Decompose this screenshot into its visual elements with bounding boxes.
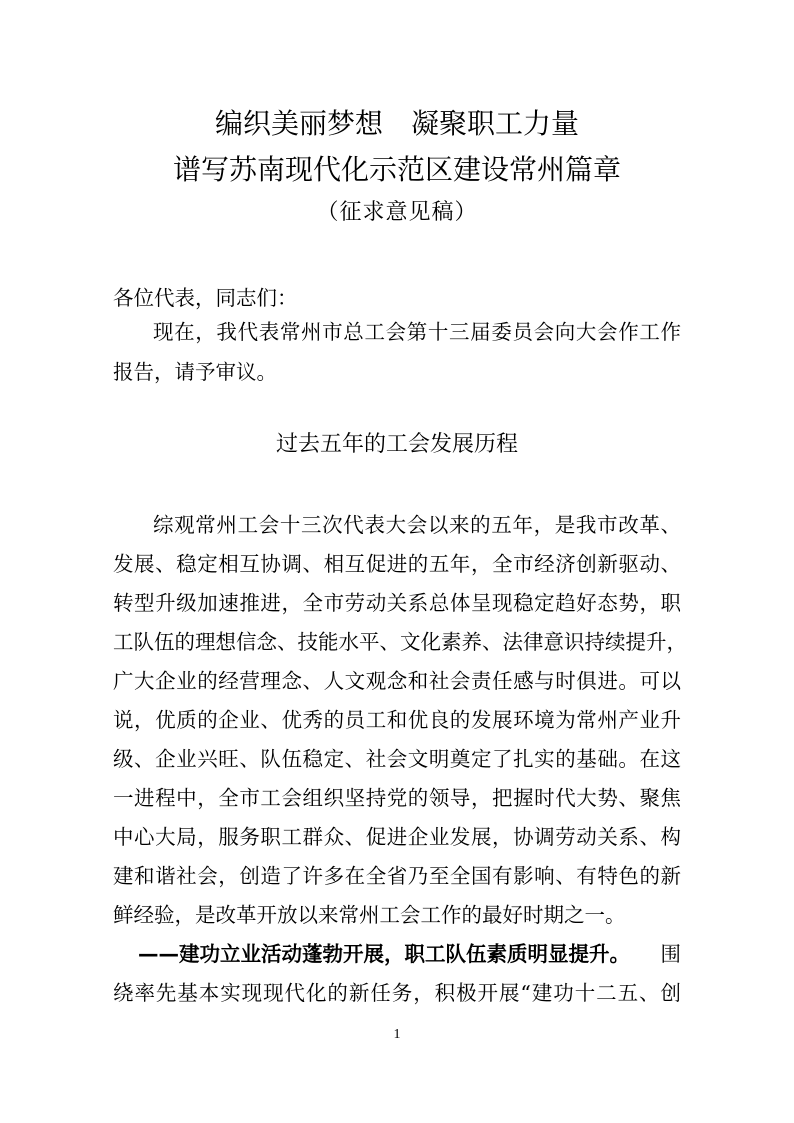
document-title-line-1: 编织美丽梦想 凝聚职工力量 (214, 107, 579, 140)
body-line: 转型升级加速推进，全市劳动关系总体呈现稳定趋好态势，职 (113, 591, 681, 615)
body-line: 工队伍的理想信念、技能水平、文化素养、法律意识持续提升， (113, 630, 687, 654)
point-1-lead: ——建功立业活动蓬勃开展，职工队伍素质明显提升。 (138, 942, 630, 966)
section-heading: 过去五年的工会发展历程 (275, 432, 518, 457)
body-line: 建和谐社会，创造了许多在全省乃至全国有影响、有特色的新 (113, 864, 681, 888)
point-1-tail: 围 (660, 942, 681, 966)
body-line: 发展、稳定相互协调、相互促进的五年，全市经济创新驱动、 (113, 552, 681, 576)
intro-line-1: 现在，我代表常州市总工会第十三届委员会向大会作工作 (153, 320, 681, 344)
salutation: 各位代表，同志们： (113, 286, 298, 310)
page-number: 1 (393, 1027, 401, 1042)
document-title-line-2: 谱写苏南现代化示范区建设常州篇章 (172, 153, 621, 186)
point-1-line-2: 绕率先基本实现现代化的新任务，积极开展“建功十二五、创 (113, 981, 681, 1005)
intro-line-2: 报告，请予审议。 (113, 360, 277, 384)
body-line: 说，优质的企业、优秀的员工和优良的发展环境为常州产业升 (113, 708, 681, 732)
point-1-line-1 (138, 939, 681, 969)
document-subtitle: （征求意见稿） (316, 200, 478, 225)
body-line: 广大企业的经营理念、人文观念和社会责任感与时俱进。可以 (113, 669, 681, 693)
body-line: 鲜经验，是改革开放以来常州工会工作的最好时期之一。 (113, 903, 626, 927)
body-line: 中心大局，服务职工群众、促进企业发展，协调劳动关系、构 (113, 825, 681, 849)
body-line: 一进程中，全市工会组织坚持党的领导，把握时代大势、聚焦 (113, 786, 681, 810)
body-line: 级、企业兴旺、队伍稳定、社会文明奠定了扎实的基础。在这 (113, 747, 681, 771)
body-line: 综观常州工会十三次代表大会以来的五年，是我市改革、 (153, 513, 681, 537)
